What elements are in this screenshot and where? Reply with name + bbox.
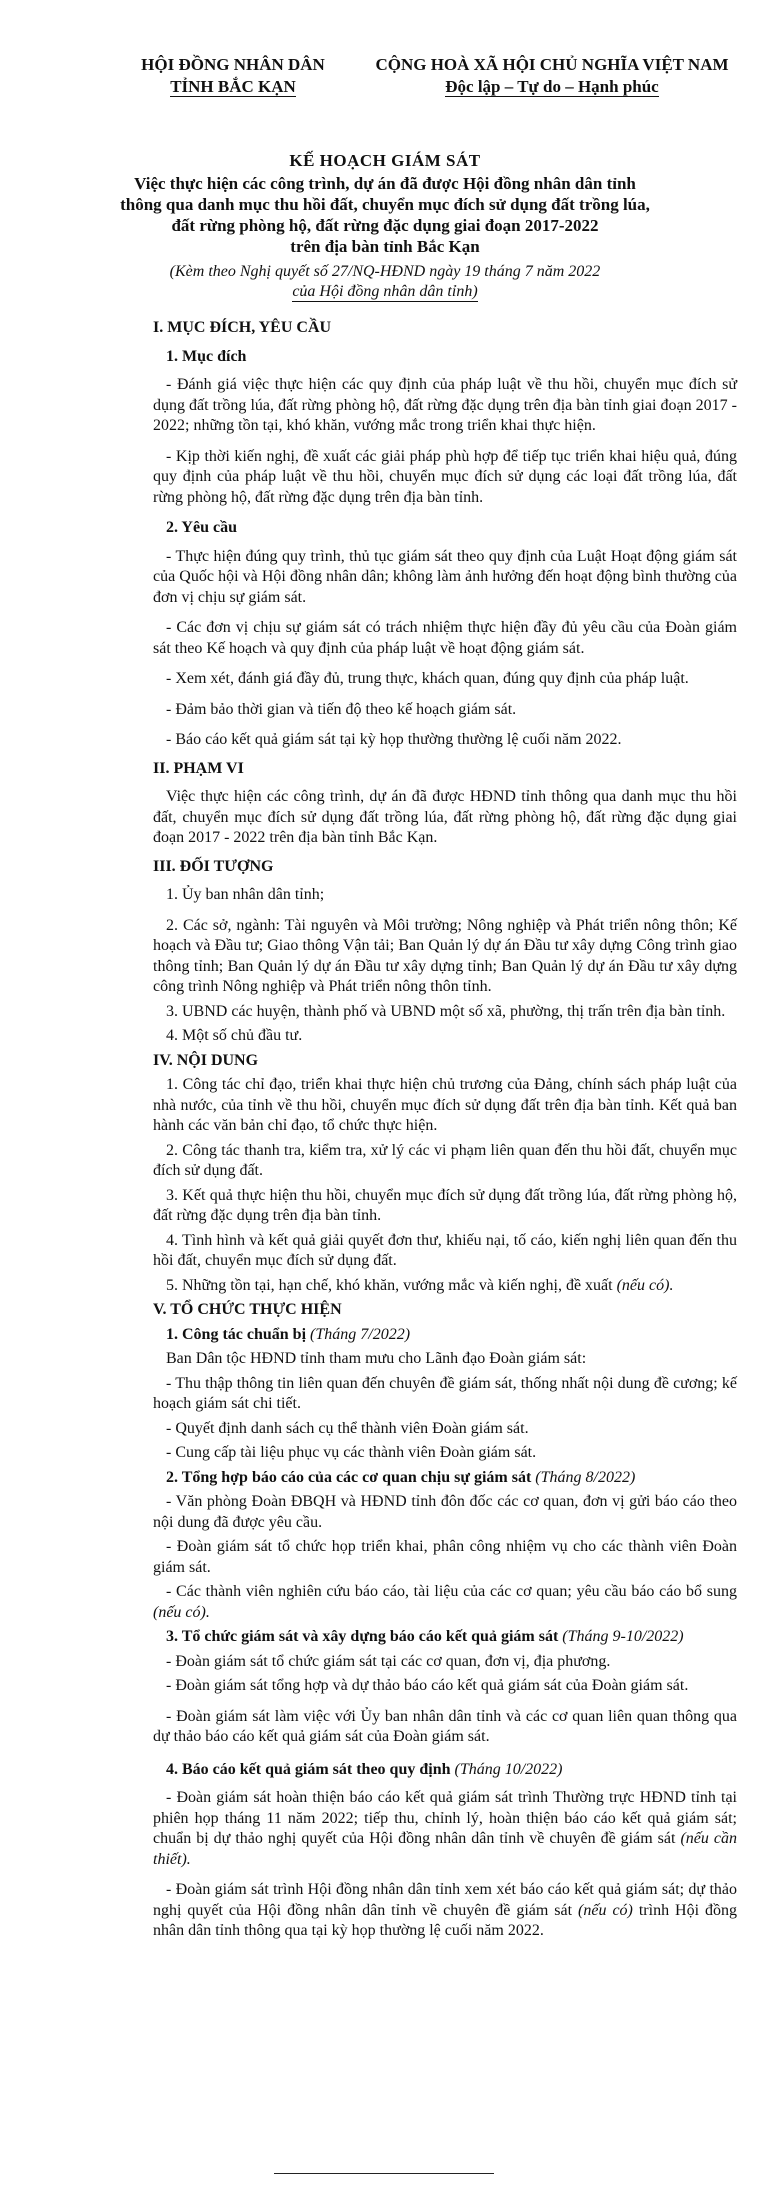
paragraph: - Văn phòng Đoàn ĐBQH và HĐND tỉnh đôn đốc các cơ quan, đơn vị gửi báo cáo theo nội dung đã được yêu cầu. — [153, 1493, 737, 1531]
heading-time: (Tháng 10/2022) — [454, 1760, 563, 1778]
paragraph-note: (nếu có). — [616, 1276, 674, 1294]
section-5-1-heading — [153, 1325, 737, 1346]
paragraph: - Đoàn giám sát tổ chức họp triển khai, phân công nhiệm vụ cho các thành viên Đoàn giám sát. — [153, 1538, 737, 1576]
section-5-heading: V. TỔ CHỨC THỰC HIỆN — [153, 1301, 342, 1318]
section-2-heading: II. PHẠM VI — [153, 759, 244, 777]
title-line-2: thông qua danh mục thu hồi đất, chuyển mục đích sử dụng đất trồng lúa, — [120, 195, 650, 214]
paragraph — [153, 1788, 737, 1870]
paragraph: - Kịp thời kiến nghị, đề xuất các giải pháp phù hợp để tiếp tục triển khai hiệu quả, đúng quy định của pháp luật về thu hồi, chuyển mục đích sử dụng các loại đất trồng lúa, đất rừng phòng hộ, đất rừng đặc dụng trên địa bàn tỉnh. — [153, 447, 737, 506]
paragraph: - Báo cáo kết quả giám sát tại kỳ họp thường thường lệ cuối năm 2022. — [166, 731, 622, 748]
section-3-heading: III. ĐỐI TƯỢNG — [153, 857, 274, 875]
nation-name: CỘNG HOÀ XÃ HỘI CHỦ NGHĨA VIỆT NAM — [375, 55, 729, 74]
document-body — [153, 318, 737, 1942]
paragraph: - Thu thập thông tin liên quan đến chuyên đề giám sát, thống nhất nội dung đề cương; kế hoạch giám sát chi tiết. — [153, 1374, 737, 1412]
authority-line-1: HỘI ĐỒNG NHÂN DÂN — [141, 55, 325, 74]
section-5-3-heading — [153, 1627, 737, 1648]
title-main: KẾ HOẠCH GIÁM SÁT — [289, 151, 481, 170]
paragraph: - Cung cấp tài liệu phục vụ các thành viên Đoàn giám sát. — [166, 1444, 537, 1461]
section-1-2-heading: 2. Yêu cầu — [166, 519, 237, 536]
paragraph: - Đảm bảo thời gian và tiến độ theo kế hoạch giám sát. — [166, 700, 517, 718]
paragraph-note: (nếu cần thiết). — [153, 1830, 738, 1868]
note-line-1: (Kèm theo Nghị quyết số 27/NQ-HĐND ngày 19 tháng 7 năm 2022 — [169, 263, 601, 280]
paragraph: 1. Công tác chỉ đạo, triển khai thực hiện chủ trương của Đảng, chính sách pháp luật của nhà nước, của tỉnh về thu hồi, chuyển mục đích sử dụng đất trên địa bàn tỉnh. Kết quả ban hành các văn bản chỉ đạo, tổ chức thực hiện. — [153, 1076, 737, 1134]
heading-text: 1. Công tác chuẩn bị — [166, 1325, 307, 1343]
paragraph-text: - Các thành viên nghiên cứu báo cáo, tài liệu của các cơ quan; yêu cầu báo cáo bổ sung — [166, 1583, 737, 1600]
attachment-note — [100, 262, 670, 302]
document-title — [100, 150, 670, 257]
heading-text: 3. Tổ chức giám sát và xây dựng báo cáo kết quả giám sát — [166, 1628, 559, 1645]
paragraph-note: (nếu có). — [153, 1603, 210, 1621]
paragraph: 2. Công tác thanh tra, kiểm tra, xử lý các vi phạm liên quan đến thu hồi đất, chuyển mục đích sử dụng đất. — [153, 1141, 737, 1179]
heading-text: 2. Tổng hợp báo cáo của các cơ quan chịu sự giám sát — [166, 1468, 532, 1486]
heading-text: 4. Báo cáo kết quả giám sát theo quy định — [166, 1760, 451, 1778]
title-line-3: đất rừng phòng hộ, đất rừng đặc dụng giai đoạn 2017-2022 — [171, 216, 599, 235]
paragraph: - Đánh giá việc thực hiện các quy định của pháp luật về thu hồi, chuyển mục đích sử dụng đất trồng lúa, đất rừng phòng hộ, đất rừng đặc dụng trên địa bàn tỉnh giai đoạn 2017 - 2022; những tồn tại, khó khăn, vướng mắc trong triển khai thực hiện. — [153, 376, 737, 434]
paragraph-text: trình Hội đồng nhân dân tỉnh thông qua tại kỳ họp thường lệ cuối năm 2022. — [153, 1901, 737, 1939]
paragraph: Ban Dân tộc HĐND tỉnh tham mưu cho Lãnh đạo Đoàn giám sát: — [166, 1350, 587, 1367]
heading-time: (Tháng 8/2022) — [535, 1468, 636, 1486]
end-of-document-rule — [274, 2173, 494, 2174]
paragraph: Việc thực hiện các công trình, dự án đã được HĐND tỉnh thông qua danh mục thu hồi đất, chuyển mục đích sử dụng đất trồng lúa, đất rừng phòng hộ, đất rừng đặc dụng giai đoạn 2017 - 2022 trên địa bàn tỉnh Bắc Kạn. — [153, 788, 737, 846]
paragraph-text: 5. Những tồn tại, hạn chế, khó khăn, vướng mắc và kiến nghị, đề xuất — [166, 1276, 613, 1294]
paragraph: 1. Ủy ban nhân dân tỉnh; — [166, 886, 325, 903]
paragraph-text: - Đoàn giám sát hoàn thiện báo cáo kết quả giám sát trình Thường trực HĐND tỉnh tại phiên họp tháng 11 năm 2022; tiếp thu, chỉnh lý, hoàn thiện báo cáo kết quả giám sát; chuẩn bị dự thảo nghị quyết của Hội đồng nhân dân tỉnh về chuyên đề giám sát — [153, 1789, 737, 1847]
motto: Độc lập – Tự do – Hạnh phúc — [445, 77, 659, 96]
title-line-1: Việc thực hiện các công trình, dự án đã được Hội đồng nhân dân tỉnh — [134, 174, 636, 193]
paragraph: 3. UBND các huyện, thành phố và UBND một số xã, phường, thị trấn trên địa bàn tỉnh. — [166, 1002, 726, 1020]
heading-time: (Tháng 7/2022) — [310, 1325, 411, 1343]
paragraph — [153, 1276, 737, 1297]
paragraph-note: (nếu có) — [578, 1901, 633, 1919]
paragraph: 3. Kết quả thực hiện thu hồi, chuyển mục đích sử dụng đất trồng lúa, đất rừng phòng hộ, đất rừng đặc dụng trên địa bàn tỉnh. — [153, 1186, 737, 1224]
section-1-1-heading: 1. Mục đích — [166, 347, 247, 365]
heading-time: (Tháng 9-10/2022) — [562, 1628, 684, 1645]
paragraph: - Các đơn vị chịu sự giám sát có trách nhiệm thực hiện đầy đủ yêu cầu của Đoàn giám sát theo Kế hoạch và quy định của pháp luật về hoạt động giám sát. — [153, 619, 737, 657]
paragraph: - Đoàn giám sát tổng hợp và dự thảo báo cáo kết quả giám sát của Đoàn giám sát. — [166, 1677, 689, 1694]
paragraph: 4. Một số chủ đầu tư. — [166, 1027, 303, 1044]
paragraph — [153, 1880, 737, 1942]
paragraph: - Quyết định danh sách cụ thể thành viên Đoàn giám sát. — [166, 1419, 529, 1437]
paragraph: - Thực hiện đúng quy trình, thủ tục giám sát theo quy định của Luật Hoạt động giám sát của Quốc hội và Hội đồng nhân dân; không làm ảnh hưởng đến hoạt động bình thường của đơn vị chịu sự giám sát. — [153, 547, 737, 606]
section-5-4-heading — [153, 1760, 737, 1781]
section-4-heading: IV. NỘI DUNG — [153, 1051, 259, 1069]
paragraph — [153, 1582, 737, 1623]
paragraph: - Đoàn giám sát làm việc với Ủy ban nhân dân tỉnh và các cơ quan liên quan thông qua dự thảo báo cáo kết quả giám sát của Đoàn giám sát. — [153, 1707, 737, 1745]
authority-line-2: TỈNH BẮC KẠN — [170, 77, 296, 96]
issuing-authority — [118, 54, 348, 98]
paragraph: 4. Tình hình và kết quả giải quyết đơn thư, khiếu nại, tố cáo, kiến nghị liên quan đến thu hồi đất, chuyển mục đích sử dụng đất. — [153, 1231, 737, 1269]
paragraph-text: - Đoàn giám sát trình Hội đồng nhân dân tỉnh xem xét báo cáo kết quả giám sát; dự thảo nghị quyết của Hội đồng nhân dân tỉnh về chuyên đề giám sát — [153, 1881, 737, 1919]
title-line-4: trên địa bàn tỉnh Bắc Kạn — [290, 237, 480, 256]
note-line-2: của Hội đồng nhân dân tỉnh) — [292, 283, 478, 300]
paragraph: 2. Các sở, ngành: Tài nguyên và Môi trường; Nông nghiệp và Phát triển nông thôn; Kế hoạch và Đầu tư; Giao thông Vận tải; Ban Quản lý dự án Đầu tư xây dựng Công trình giao thông tỉnh; Ban Quản lý dự án Đầu tư xây dựng tỉnh; Ban Quản lý dự án Đầu tư xây dựng công trình Nông nghiệp và Phát triển nông thôn tỉnh. — [153, 916, 737, 995]
paragraph: - Đoàn giám sát tổ chức giám sát tại các cơ quan, đơn vị, địa phương. — [166, 1652, 611, 1670]
section-5-2-heading — [153, 1468, 737, 1489]
national-motto — [352, 54, 752, 98]
paragraph: - Xem xét, đánh giá đầy đủ, trung thực, khách quan, đúng quy định của pháp luật. — [166, 670, 689, 687]
section-1-heading: I. MỤC ĐÍCH, YÊU CẦU — [153, 319, 332, 336]
